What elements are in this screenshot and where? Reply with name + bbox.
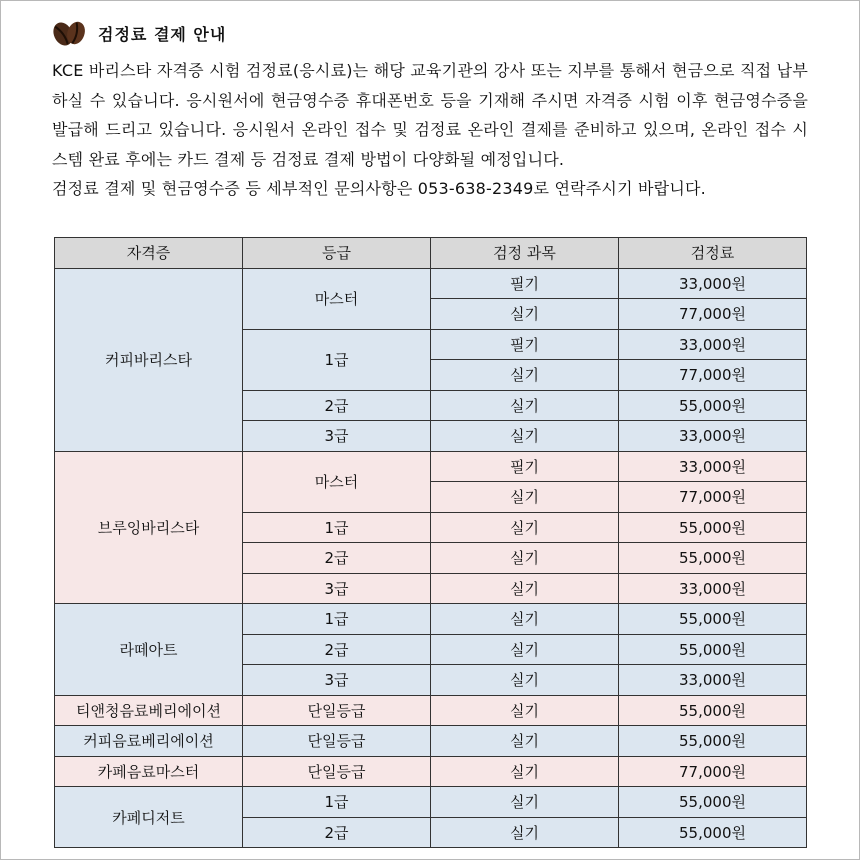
table-row [55, 787, 807, 818]
subject-cell: 실기 [431, 634, 619, 665]
certificate-cell: 카페음료마스터 [55, 756, 243, 787]
fee-table-body [55, 268, 807, 848]
fee-cell: 33,000원 [619, 329, 807, 360]
header-fee: 검정료 [619, 238, 807, 269]
grade-cell: 2급 [243, 817, 431, 848]
table-row [55, 756, 807, 787]
certificate-cell: 라떼아트 [55, 604, 243, 696]
fee-cell: 77,000원 [619, 482, 807, 513]
subject-cell: 실기 [431, 695, 619, 726]
fee-table [54, 237, 807, 848]
grade-cell: 2급 [243, 634, 431, 665]
grade-cell: 단일등급 [243, 756, 431, 787]
header-certificate: 자격증 [55, 238, 243, 269]
fee-cell: 33,000원 [619, 421, 807, 452]
fee-cell: 55,000원 [619, 634, 807, 665]
grade-cell: 3급 [243, 665, 431, 696]
subject-cell: 필기 [431, 329, 619, 360]
table-row [55, 695, 807, 726]
fee-cell: 55,000원 [619, 726, 807, 757]
certificate-cell: 카페디저트 [55, 787, 243, 848]
subject-cell: 실기 [431, 604, 619, 635]
fee-cell: 55,000원 [619, 604, 807, 635]
certificate-cell: 브루잉바리스타 [55, 451, 243, 604]
certificate-cell: 티앤청음료베리에이션 [55, 695, 243, 726]
subject-cell: 실기 [431, 573, 619, 604]
grade-cell: 1급 [243, 512, 431, 543]
subject-cell: 실기 [431, 756, 619, 787]
grade-cell: 단일등급 [243, 695, 431, 726]
subject-cell: 실기 [431, 360, 619, 391]
certificate-cell: 커피음료베리에이션 [55, 726, 243, 757]
contact-line: 검정료 결제 및 현금영수증 등 세부적인 문의사항은 053-638-2349로 연락주시기 바랍니다. [52, 179, 706, 198]
table-header-row [55, 238, 807, 269]
grade-cell: 마스터 [243, 268, 431, 329]
fee-cell: 55,000원 [619, 390, 807, 421]
grade-cell: 3급 [243, 573, 431, 604]
fee-cell: 55,000원 [619, 817, 807, 848]
subject-cell: 실기 [431, 390, 619, 421]
subject-cell: 실기 [431, 421, 619, 452]
fee-cell: 77,000원 [619, 756, 807, 787]
section-heading [50, 18, 226, 48]
subject-cell: 필기 [431, 451, 619, 482]
table-row [55, 451, 807, 482]
subject-cell: 실기 [431, 543, 619, 574]
header-grade: 등급 [243, 238, 431, 269]
subject-cell: 실기 [431, 726, 619, 757]
table-row [55, 726, 807, 757]
grade-cell: 1급 [243, 787, 431, 818]
fee-cell: 33,000원 [619, 573, 807, 604]
fee-cell: 55,000원 [619, 512, 807, 543]
fee-cell: 33,000원 [619, 451, 807, 482]
grade-cell: 마스터 [243, 451, 431, 512]
subject-cell: 실기 [431, 665, 619, 696]
fee-cell: 55,000원 [619, 543, 807, 574]
table-row [55, 604, 807, 635]
subject-cell: 실기 [431, 512, 619, 543]
subject-cell: 실기 [431, 817, 619, 848]
grade-cell: 2급 [243, 390, 431, 421]
grade-cell: 1급 [243, 604, 431, 635]
grade-cell: 1급 [243, 329, 431, 390]
fee-cell: 55,000원 [619, 787, 807, 818]
subject-cell: 실기 [431, 787, 619, 818]
intro-text [52, 56, 808, 204]
fee-cell: 55,000원 [619, 695, 807, 726]
intro-paragraph: KCE 바리스타 자격증 시험 검정료(응시료)는 해당 교육기관의 강사 또는 지부를 통해서 현금으로 직접 납부하실 수 있습니다. 응시원서에 현금영수증 휴대폰번호 등을 기재해 주시면 자격증 시험 이후 현금영수증을 발급해 드리고 있습니다. 응시원서 온라인 접수 및 검정료 온라인 결제를 준비하고 있으며, 온라인 접수 시스템 완료 후에는 카드 결제 등 검정료 결제 방법이 다양화될 예정입니다. [52, 61, 808, 169]
certificate-cell: 커피바리스타 [55, 268, 243, 451]
coffee-beans-icon [50, 19, 90, 47]
subject-cell: 필기 [431, 268, 619, 299]
grade-cell: 단일등급 [243, 726, 431, 757]
fee-cell: 33,000원 [619, 268, 807, 299]
table-row [55, 268, 807, 299]
grade-cell: 2급 [243, 543, 431, 574]
grade-cell: 3급 [243, 421, 431, 452]
subject-cell: 실기 [431, 299, 619, 330]
fee-cell: 77,000원 [619, 299, 807, 330]
section-title: 검정료 결제 안내 [98, 24, 227, 44]
header-subject: 검정 과목 [431, 238, 619, 269]
fee-cell: 33,000원 [619, 665, 807, 696]
fee-cell: 77,000원 [619, 360, 807, 391]
subject-cell: 실기 [431, 482, 619, 513]
